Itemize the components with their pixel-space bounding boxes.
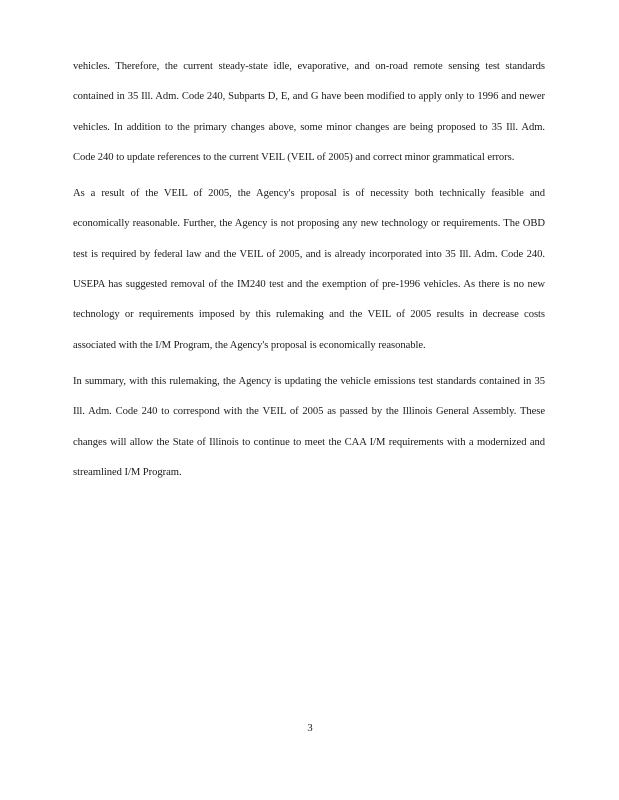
paragraph-1: vehicles. Therefore, the current steady-state idle, evaporative, and on-road remote sensing test standards contained in 35 Ill. Adm. Code 240, Subparts D, E, and G have been modified to apply only to 1996 and newer vehicles. In addition to the primary changes above, some minor changes are being proposed to 35 Ill. Adm. Code 240 to update references to the current VEIL (VEIL of 2005) and correct minor grammatical errors.: [73, 61, 545, 163]
page-number: 3: [307, 723, 313, 734]
paragraph-2: As a result of the VEIL of 2005, the Agency's proposal is of necessity both technically feasible and economically reasonable. Further, the Agency is not proposing any new technology or requirements. The OBD test is required by federal law and the VEIL of 2005, and is already incorporated into 35 Ill. Adm. Code 240. USEPA has suggested removal of the IM240 test and the exemption of pre-1996 vehicles. As there is no new technology or requirements imposed by this rulemaking and the VEIL of 2005 results in decrease costs associated with the I/M Program, the Agency's proposal is economically reasonable.: [73, 188, 545, 351]
paragraph-3: In summary, with this rulemaking, the Agency is updating the vehicle emissions test standards contained in 35 Ill. Adm. Code 240 to correspond with the VEIL of 2005 as passed by the Illinois General Assembly. These changes will allow the State of Illinois to continue to meet the CAA I/M requirements with a modernized and streamlined I/M Program.: [73, 375, 545, 478]
document-body: [73, 52, 545, 488]
